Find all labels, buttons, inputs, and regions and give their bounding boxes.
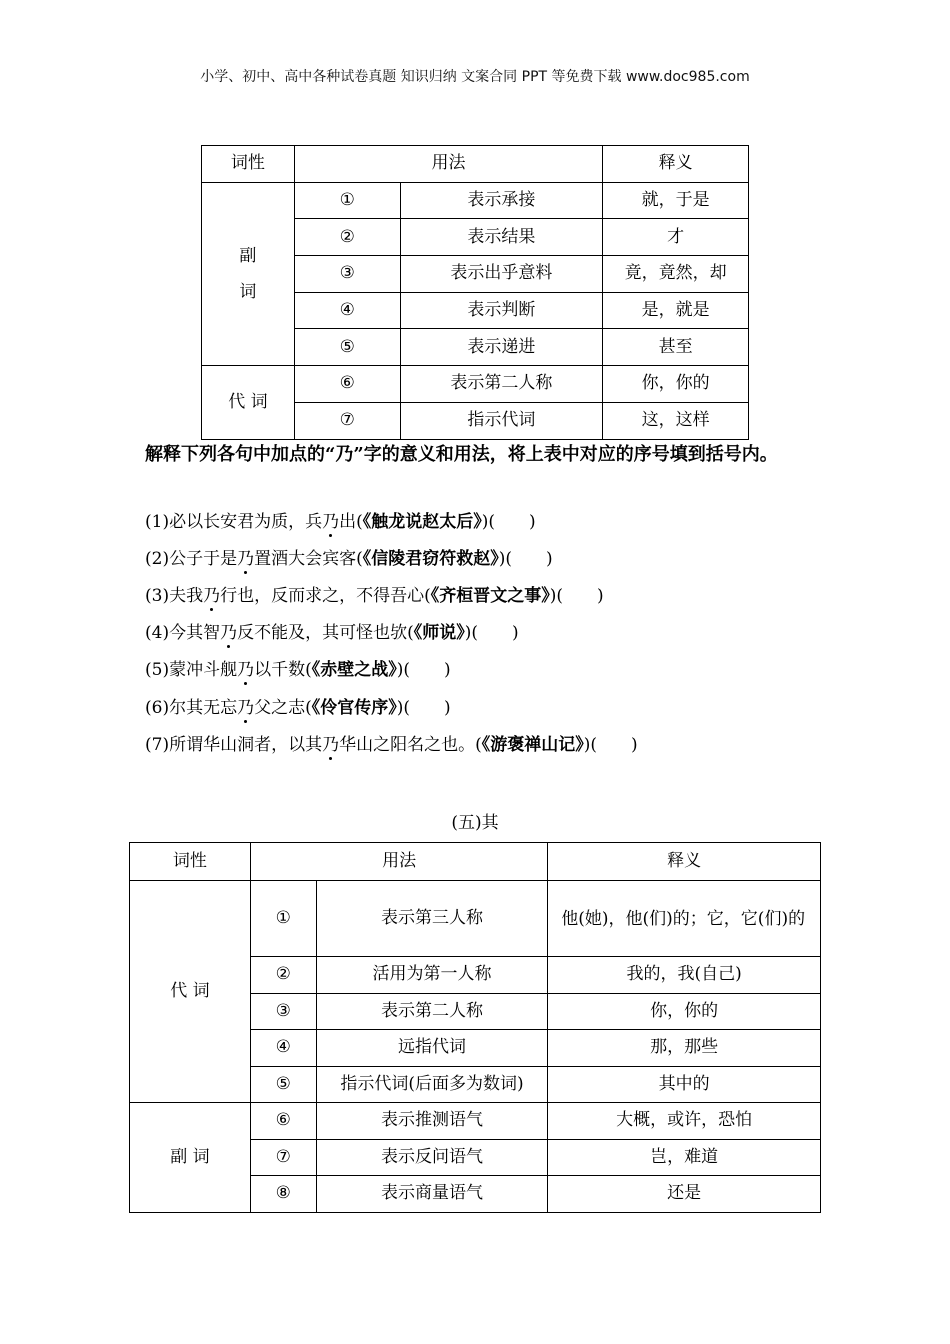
usage-cell: 表示推测语气	[316, 1103, 548, 1140]
question-text: (3)夫我	[145, 586, 204, 606]
answer-blank[interactable]: )( )	[464, 623, 519, 643]
page-header: 小学、初中、高中各种试卷真题 知识归纳 文案合同 PPT 等免费下载 www.doc985.com	[200, 69, 750, 85]
usage-cell: 表示递进	[400, 329, 603, 366]
num-cell: ⑦	[250, 1139, 316, 1176]
header-usage: 用法	[294, 146, 602, 183]
usage-cell: 表示出乎意料	[400, 256, 603, 293]
question-text: 华山之阳名之也。(	[339, 735, 482, 755]
usage-cell: 表示第二人称	[316, 993, 548, 1030]
meaning-cell: 那，那些	[548, 1030, 821, 1067]
meaning-cell: 你，你的	[548, 993, 821, 1030]
num-cell: ②	[250, 957, 316, 994]
answer-blank[interactable]: )( )	[396, 660, 451, 680]
usage-cell: 远指代词	[316, 1030, 548, 1067]
question-7	[145, 734, 638, 756]
question-text: (2)公子于是	[145, 549, 238, 569]
dotted-char: 乃	[220, 623, 238, 643]
num-cell: ④	[294, 292, 400, 329]
num-cell: ②	[294, 219, 400, 256]
question-6	[145, 697, 451, 719]
table-row	[202, 182, 749, 219]
dotted-char: 乃	[322, 512, 340, 532]
answer-blank[interactable]: )( )	[396, 698, 451, 718]
header-pos: 词性	[202, 146, 295, 183]
num-cell: ①	[250, 881, 316, 957]
source-title: 《信陵君窃符救赵》	[362, 549, 499, 569]
meaning-cell: 竟，竟然，却	[603, 256, 749, 293]
num-cell: ⑧	[250, 1176, 316, 1213]
meaning-cell: 你，你的	[603, 366, 749, 403]
usage-cell: 指示代词(后面多为数词)	[316, 1066, 548, 1103]
usage-cell: 表示第二人称	[400, 366, 603, 403]
usage-cell: 表示商量语气	[316, 1176, 548, 1213]
header-meaning: 释义	[603, 146, 749, 183]
pos-cell: 副 词	[130, 1103, 251, 1213]
dotted-char: 乃	[237, 698, 255, 718]
pos-label: 副 词	[239, 245, 257, 302]
pos-cell	[202, 182, 295, 365]
question-5	[145, 659, 451, 681]
question-4	[145, 622, 519, 644]
pos-cell: 代 词	[202, 366, 295, 439]
table-header-row	[202, 146, 749, 183]
source-title: 《游褒禅山记》	[481, 735, 584, 755]
usage-cell: 表示第三人称	[316, 881, 548, 957]
num-cell: ⑥	[294, 366, 400, 403]
section-title: (五)其	[451, 813, 499, 833]
num-cell: ①	[294, 182, 400, 219]
source-title: 《伶官传序》	[311, 698, 397, 718]
num-cell: ⑤	[294, 329, 400, 366]
table-row	[130, 881, 821, 957]
nai-usage-table	[201, 145, 749, 440]
question-text: (7)所谓华山洞者，以其	[145, 735, 323, 755]
question-3	[145, 585, 604, 607]
header-meaning: 释义	[548, 843, 821, 881]
header-usage: 用法	[250, 843, 548, 881]
answer-blank[interactable]: )( )	[498, 549, 553, 569]
question-text: (1)必以长安君为质，兵	[145, 512, 323, 532]
num-cell: ③	[294, 256, 400, 293]
question-text: (5)蒙冲斗舰	[145, 660, 238, 680]
meaning-cell: 我的，我(自己)	[548, 957, 821, 994]
answer-blank[interactable]: )( )	[583, 735, 638, 755]
meaning-cell: 是，就是	[603, 292, 749, 329]
answer-blank[interactable]: )( )	[481, 512, 536, 532]
num-cell: ③	[250, 993, 316, 1030]
source-title: 《师说》	[413, 623, 465, 643]
table-header-row	[130, 843, 821, 881]
meaning-cell: 甚至	[603, 329, 749, 366]
table-row	[130, 1103, 821, 1140]
dotted-char: 乃	[237, 660, 255, 680]
meaning-cell: 岂，难道	[548, 1139, 821, 1176]
num-cell: ⑤	[250, 1066, 316, 1103]
question-text: 反不能及，其可怪也欤(	[237, 623, 414, 643]
dotted-char: 乃	[322, 735, 340, 755]
meaning-cell: 他(她)，他(们)的；它，它(们)的	[548, 881, 821, 957]
question-text: 父之志(	[254, 698, 312, 718]
question-1	[145, 511, 536, 533]
qi-usage-table	[129, 842, 821, 1213]
instruction-text: 解释下列各句中加点的“乃”字的意义和用法，将上表中对应的序号填到括号内。	[145, 444, 778, 465]
usage-cell: 指示代词	[400, 402, 603, 439]
usage-cell: 表示判断	[400, 292, 603, 329]
meaning-cell: 就，于是	[603, 182, 749, 219]
usage-cell: 表示承接	[400, 182, 603, 219]
question-text: 以千数(	[254, 660, 312, 680]
question-text: 行也，反而求之，不得吾心(	[220, 586, 431, 606]
meaning-cell: 才	[603, 219, 749, 256]
source-title: 《齐桓晋文之事》	[430, 586, 550, 606]
meaning-cell: 还是	[548, 1176, 821, 1213]
usage-cell: 活用为第一人称	[316, 957, 548, 994]
meaning-cell: 这，这样	[603, 402, 749, 439]
num-cell: ④	[250, 1030, 316, 1067]
question-text: 出(	[339, 512, 363, 532]
source-title: 《赤壁之战》	[311, 660, 397, 680]
meaning-cell: 其中的	[548, 1066, 821, 1103]
question-text: (6)尔其无忘	[145, 698, 238, 718]
pos-cell: 代 词	[130, 881, 251, 1103]
answer-blank[interactable]: )( )	[549, 586, 604, 606]
question-text: 置酒大会宾客(	[254, 549, 363, 569]
dotted-char: 乃	[203, 586, 221, 606]
source-title: 《触龙说赵太后》	[362, 512, 482, 532]
header-pos: 词性	[130, 843, 251, 881]
question-2	[145, 548, 553, 570]
num-cell: ⑦	[294, 402, 400, 439]
meaning-cell: 大概，或许，恐怕	[548, 1103, 821, 1140]
usage-cell: 表示反问语气	[316, 1139, 548, 1176]
table-row	[202, 366, 749, 403]
question-text: (4)今其智	[145, 623, 221, 643]
usage-cell: 表示结果	[400, 219, 603, 256]
num-cell: ⑥	[250, 1103, 316, 1140]
dotted-char: 乃	[237, 549, 255, 569]
